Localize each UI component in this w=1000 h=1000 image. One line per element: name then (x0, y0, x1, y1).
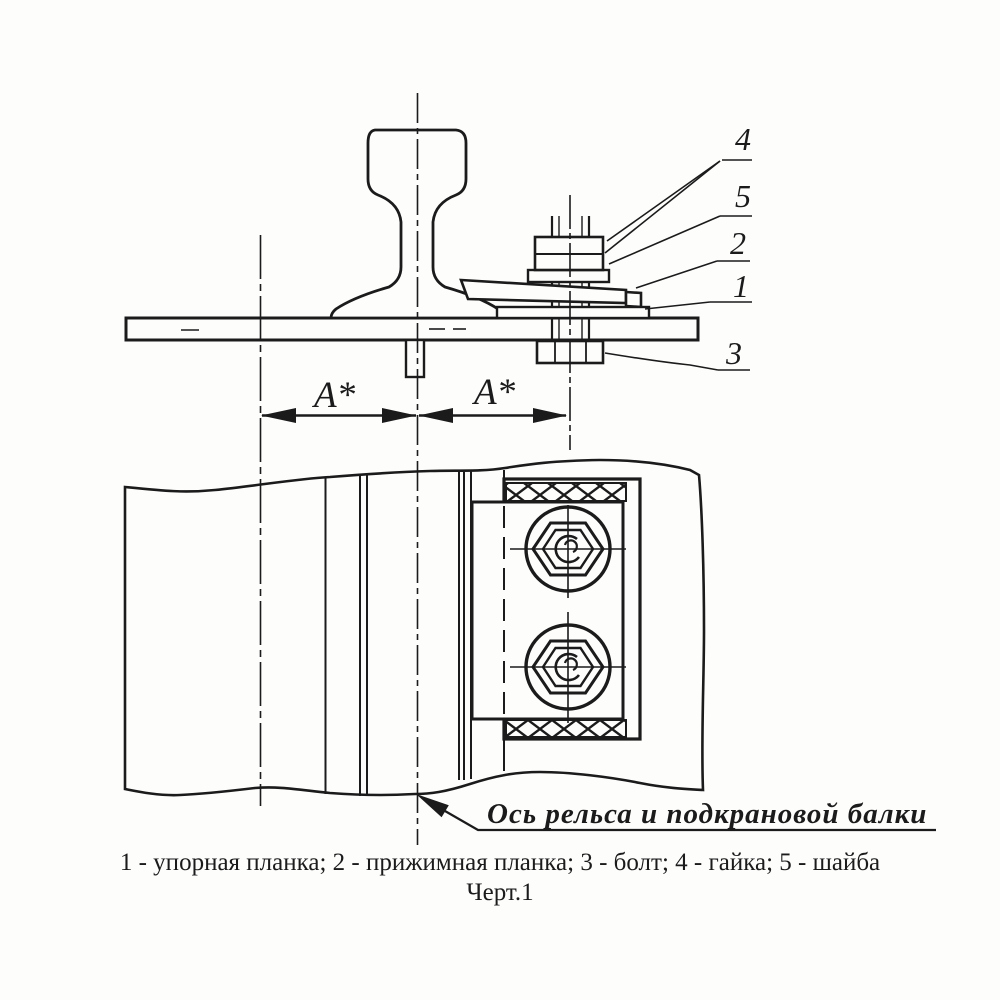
bottom-view-plan (125, 460, 704, 796)
dimension-label-left: A* (314, 375, 356, 416)
parts-legend: 1 - упорная планка; 2 - прижимная планка; 3 - болт; 4 - гайка; 5 - шайба (119, 849, 881, 876)
axis-note (416, 794, 936, 830)
dimension-label-right: A* (474, 372, 516, 413)
leader-4b (605, 161, 720, 253)
hatch-band-top (506, 483, 626, 501)
callout-label-washer: 5 (735, 178, 751, 214)
anchor-pin (406, 340, 424, 377)
stop-plate (497, 307, 649, 318)
hatch-band-bottom (506, 720, 626, 737)
callout-label-stop-plate: 1 (733, 268, 749, 304)
washer (528, 270, 609, 282)
dimensions (261, 372, 567, 423)
callout-label-nut: 4 (735, 121, 751, 157)
leader-4a (607, 161, 720, 241)
axis-note-text: Ось рельса и подкрановой балки (487, 798, 928, 830)
figure-number: Черт.1 (466, 879, 534, 906)
leader-1 (645, 302, 710, 309)
base-plate (126, 318, 698, 340)
callout-label-clamp-plate: 2 (730, 225, 746, 261)
callout-label-bolt: 3 (726, 335, 742, 371)
callout-numbers (725, 121, 751, 371)
nut (535, 237, 603, 270)
leader-2 (636, 261, 717, 288)
axis-arrowhead-icon (416, 794, 449, 817)
top-view-section (126, 130, 752, 377)
leader-3 (605, 353, 718, 370)
caption-block (0, 848, 1000, 908)
leader-5 (609, 216, 720, 264)
